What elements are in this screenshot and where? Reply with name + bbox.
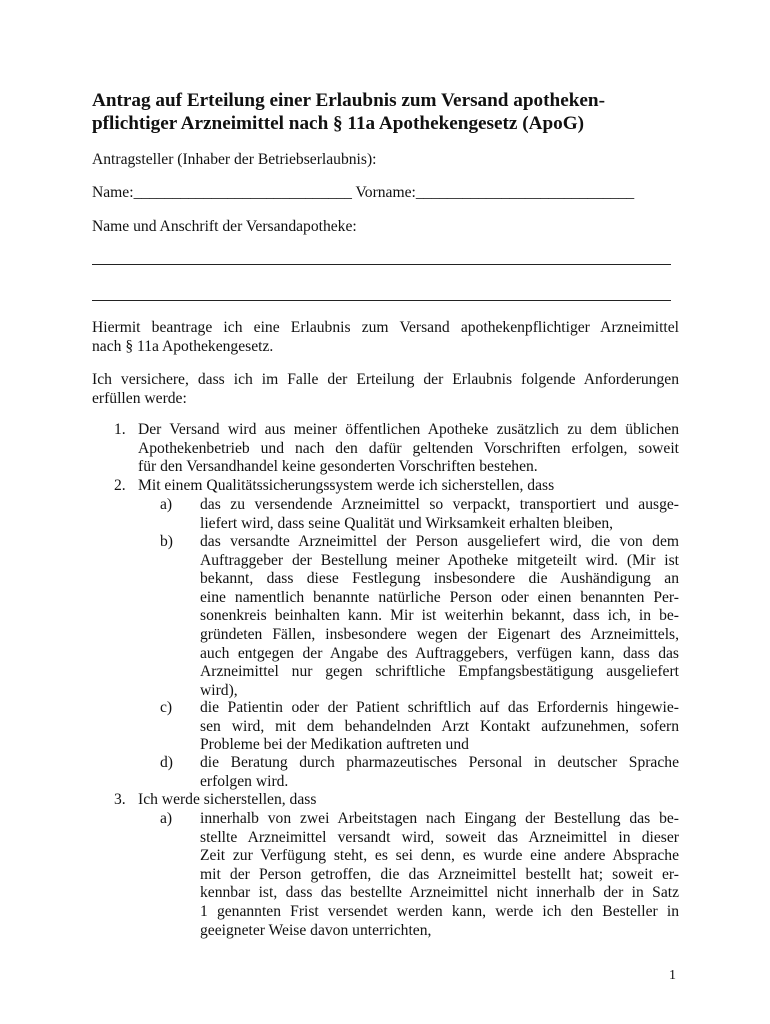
sub-item-text [200, 496, 679, 533]
title-line: pflichtiger Arzneimittel nach § 11a Apothekengesetz (ApoG) [92, 113, 585, 134]
sub-line: bekannt, dass diese Festlegung insbesondere die Aushändigung an [200, 570, 679, 588]
sub-line: eine namentlich benannte natürliche Person oder einen benannten Per- [200, 588, 679, 606]
sub-line: wird), [200, 681, 238, 699]
pharmacy-address-line[interactable] [92, 264, 671, 265]
pharmacy-address-line[interactable] [92, 300, 671, 301]
list-number: 2. [114, 477, 126, 494]
sub-line: mit der Person getroffen, die das Arzneimittel bestellt hat; soweit er- [200, 865, 679, 883]
page-number: 1 [669, 968, 676, 983]
vorname-label: Vorname: [355, 184, 416, 201]
sub-line: innerhalb von zwei Arbeitstagen nach Eingang der Bestellung das be- [200, 810, 679, 827]
sub-line: Probleme bei der Medikation auftreten und [200, 736, 469, 754]
sub-item-text [200, 699, 679, 755]
name-blank[interactable]: ____________________________ [133, 184, 352, 201]
request-line: nach § 11a Apothekengesetz. [92, 337, 274, 355]
name-row [92, 184, 634, 202]
title-line: Antrag auf Erteilung einer Erlaubnis zum Versand apotheken- [92, 90, 605, 111]
list-item-text [138, 791, 679, 810]
list-number: 1. [114, 421, 126, 438]
sub-letter: d) [160, 754, 173, 771]
item-line: Ich werde sicherstellen, dass [138, 791, 317, 808]
assurance-paragraph [92, 371, 679, 408]
sub-line: die Beratung durch pharmazeutisches Personal in deutscher Sprache [200, 754, 679, 771]
item-line: Der Versand wird aus meiner öffentlichen Apotheke zusätzlich zu dem üblichen [138, 421, 679, 438]
sub-line: liefert wird, dass seine Qualität und Wirksamkeit erhalten bleiben, [200, 514, 614, 532]
request-line: Hiermit beantrage ich eine Erlaubnis zum Versand apothekenpflichtiger Arzneimittel [92, 319, 679, 336]
list-number: 3. [114, 791, 126, 808]
sub-line: erfolgen wird. [200, 772, 289, 790]
sub-line: Arzneimittel nur gegen schriftliche Empfangsbestätigung ausgeliefert [200, 663, 679, 681]
sub-item-text [200, 754, 679, 791]
sub-line: 1 genannten Frist versendet werden kann, werde ich den Besteller in [200, 902, 679, 920]
sub-line: geeigneter Weise davon unterrichten, [200, 921, 432, 939]
sub-line: das versandte Arzneimittel der Person ausgeliefert wird, die von dem [200, 533, 679, 550]
assurance-line: Ich versichere, dass ich im Falle der Erteilung der Erlaubnis folgende Anforderungen [92, 371, 679, 388]
assurance-line: erfüllen werde: [92, 389, 187, 407]
sub-letter: c) [160, 699, 173, 716]
list-item-text [138, 477, 679, 496]
request-paragraph [92, 319, 679, 356]
sub-line: auch entgegen der Angabe des Auftraggebers, verfügen kann, dass das [200, 644, 679, 662]
sub-line: gründeten Fällen, insbesondere wegen der Eigenart des Arzneimittels, [200, 625, 679, 643]
sub-line: das zu versendende Arzneimittel so verpackt, transportiert und ausge- [200, 496, 679, 513]
name-label: Name: [92, 184, 134, 201]
sub-line: stellte Arzneimittel versandt wird, soweit das Arzneimittel in dieser [200, 828, 679, 846]
vorname-blank[interactable]: ____________________________ [415, 184, 635, 201]
item-line: Mit einem Qualitätssicherungssystem werde ich sicherstellen, dass [138, 477, 555, 494]
sub-item-text [200, 533, 679, 700]
sub-line: sonenkreis beinhalten kann. Mir ist weiterhin bekannt, dass ich, in be- [200, 607, 679, 625]
sub-line: sen wird, mit dem behandelnden Arzt Kontakt aufzunehmen, sofern [200, 717, 679, 735]
sub-item-text [200, 810, 679, 940]
item-line: für den Versandhandel keine gesonderten Vorschriften bestehen. [138, 458, 538, 476]
list-item-text [138, 421, 679, 477]
sub-line: Zeit zur Verfügung steht, es sei denn, es wurde eine andere Absprache [200, 847, 679, 865]
sub-letter: a) [160, 810, 173, 827]
sub-letter: b) [160, 533, 173, 550]
item-line: Apothekenbetrieb und nach den dafür geltenden Vorschriften erfolgen, soweit [138, 439, 679, 457]
document-title [92, 89, 692, 135]
applicant-heading: Antragsteller (Inhaber der Betriebserlaubnis): [92, 151, 377, 168]
sub-line: die Patientin oder der Patient schriftlich auf das Erfordernis hingewie- [200, 699, 679, 716]
sub-line: kennbar ist, dass das bestellte Arzneimittel nicht innerhalb der in Satz [200, 884, 679, 902]
sub-line: Auftraggeber der Bestellung meiner Apotheke mitgeteilt wird. (Mir ist [200, 551, 679, 569]
sub-letter: a) [160, 496, 173, 513]
pharmacy-label: Name und Anschrift der Versandapotheke: [92, 218, 357, 235]
